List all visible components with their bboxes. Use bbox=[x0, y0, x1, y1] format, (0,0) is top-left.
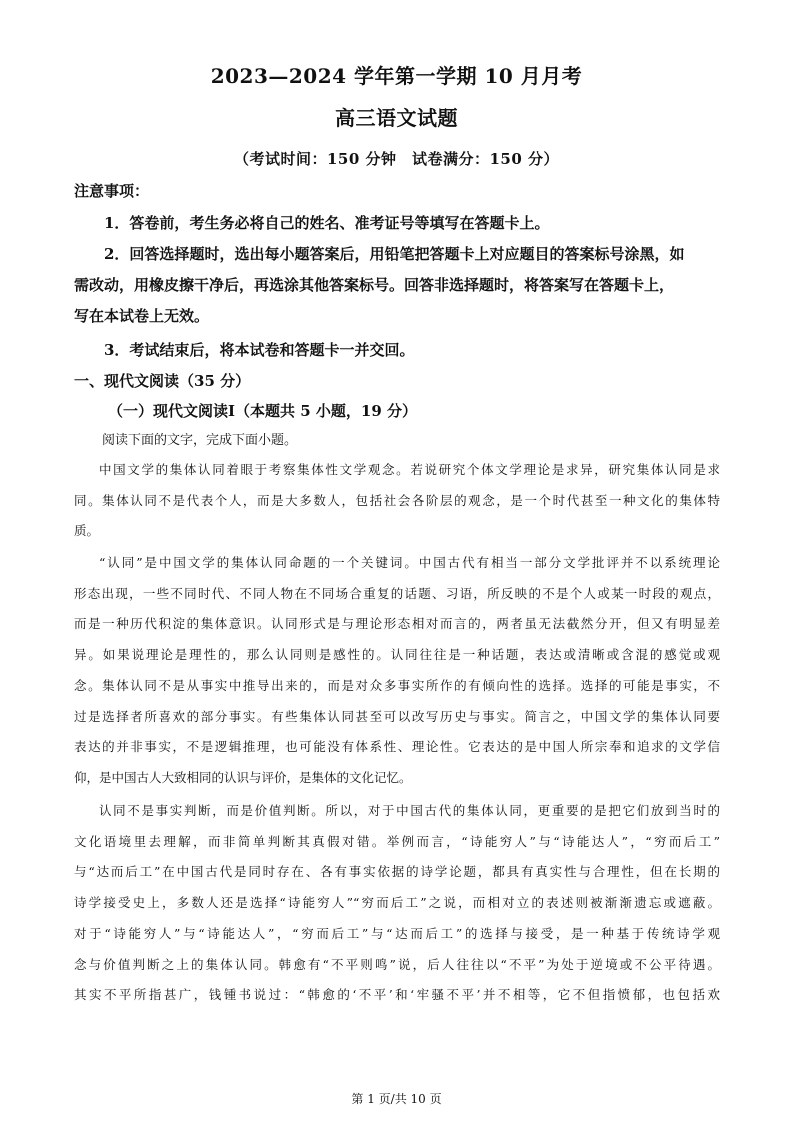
notice-item-1: 1．答卷前，考生务必将自己的姓名、准考证号等填写在答题卡上。 bbox=[104, 214, 550, 232]
passage-line: 中国文学的集体认同着眼于考察集体性文学观念。若说研究个体文学理论是求异，研究集体认同是求 bbox=[99, 462, 720, 477]
section-heading: 一、现代文阅读（35 分） bbox=[74, 372, 251, 390]
passage-line: 认同不是事实判断，而是价值判断。所以，对于中国古代的集体认同，更重要的是把它们放到当时的 bbox=[99, 803, 720, 818]
passage-paragraph-3 bbox=[74, 796, 720, 1011]
notice-item-3: 3．考试结束后，将本试卷和答题卡一并交回。 bbox=[104, 341, 415, 359]
passage-line: 同。集体认同不是代表个人，而是大多数人，包括社会各阶层的观念，是一个时代甚至一种文化的集体特 bbox=[74, 492, 720, 508]
exam-info: （考试时间：150 分钟 试卷满分：150 分） bbox=[233, 150, 560, 168]
passage-line: 对于“诗能穷人”与“诗能达人”，“穷而后工”与“达而后工”的选择与接受，是一种基于传统诗学观 bbox=[74, 925, 720, 941]
passage-line: 异。如果说理论是理性的，那么认同则是感性的。认同往往是一种话题，表达或清晰或含混的感觉或观 bbox=[74, 647, 720, 663]
passage-line: 形态出现，一些不同时代、不同人物在不同场合重复的话题、习语，所反映的不是个人或某一时段的观点， bbox=[74, 585, 720, 601]
passage-line: 与“达而后工”在中国古代是同时存在、各有事实依据的诗学论题，都具有真实性与合理性，但在长期的 bbox=[74, 864, 720, 880]
passage-line: 文化语境里去理解，而非简单判断其真假对错。举例而言，“诗能穷人”与“诗能达人”，“穷而后工” bbox=[74, 833, 720, 849]
passage-line: “认同”是中国文学的集体认同命题的一个关键词。中国古代有相当一部分文学批评并不以系统理论 bbox=[99, 555, 720, 570]
passage-paragraph-2 bbox=[74, 548, 720, 794]
passage-line: 念与价值判断之上的集体认同。韩愈有“不平则鸣”说，后人往往以“不平”为处于逆境或不公平待遇。 bbox=[74, 956, 720, 972]
passage-line: 质。 bbox=[74, 523, 100, 539]
passage-line: 仰，是中国古人大致相同的认识与评价，是集体的文化记忆。 bbox=[74, 769, 412, 785]
notice-heading: 注意事项： bbox=[74, 182, 150, 200]
reading-instruction: 阅读下面的文字，完成下面小题。 bbox=[102, 433, 298, 448]
passage-paragraph-1 bbox=[74, 455, 720, 547]
notice-item-2-line-1: 2．回答选择题时，选出每小题答案后，用铅笔把答题卡上对应题目的答案标号涂黑，如 bbox=[104, 245, 685, 263]
exam-title: 2023—2024 学年第一学期 10 月月考 bbox=[210, 64, 583, 88]
passage-line: 念。集体认同不是从事实中推导出来的，而是对众多事实所作的有倾向性的选择。选择的可能是事实，不 bbox=[74, 677, 720, 693]
section-subheading: （一）现代文阅读Ⅰ（本题共 5 小题，19 分） bbox=[108, 402, 417, 420]
passage-line: 过是选择者所喜欢的部分事实。有些集体认同甚至可以改写历史与事实。简言之，中国文学的集体认同要 bbox=[74, 708, 720, 724]
page-number: 第 1 页/共 10 页 bbox=[351, 1092, 442, 1106]
notice-item-2-line-3: 写在本试卷上无效。 bbox=[74, 307, 210, 325]
notice-item-2-line-2: 需改动，用橡皮擦干净后，再选涂其他答案标号。回答非选择题时，将答案写在答题卡上， bbox=[74, 276, 675, 294]
passage-line: 诗学接受史上，多数人还是选择“诗能穷人”“穷而后工”之说，而相对立的表述则被渐渐遗忘或遮蔽。 bbox=[74, 895, 720, 911]
passage-line: 而是一种历代积淀的集体意识。认同形式是与理论形态相对而言的，两者虽无法截然分开，但又有明显差 bbox=[74, 616, 720, 632]
exam-subject: 高三语文试题 bbox=[335, 106, 458, 130]
passage-line: 其实不平所指甚广，钱锺书说过：“韩愈的‘不平’和‘牢骚不平’并不相等，它不但指愤郁，也包括欢 bbox=[74, 987, 720, 1003]
passage-line: 表达的并非事实，不是逻辑推理，也可能没有体系性、理论性。它表达的是中国人所宗奉和追求的文学信 bbox=[74, 739, 720, 755]
